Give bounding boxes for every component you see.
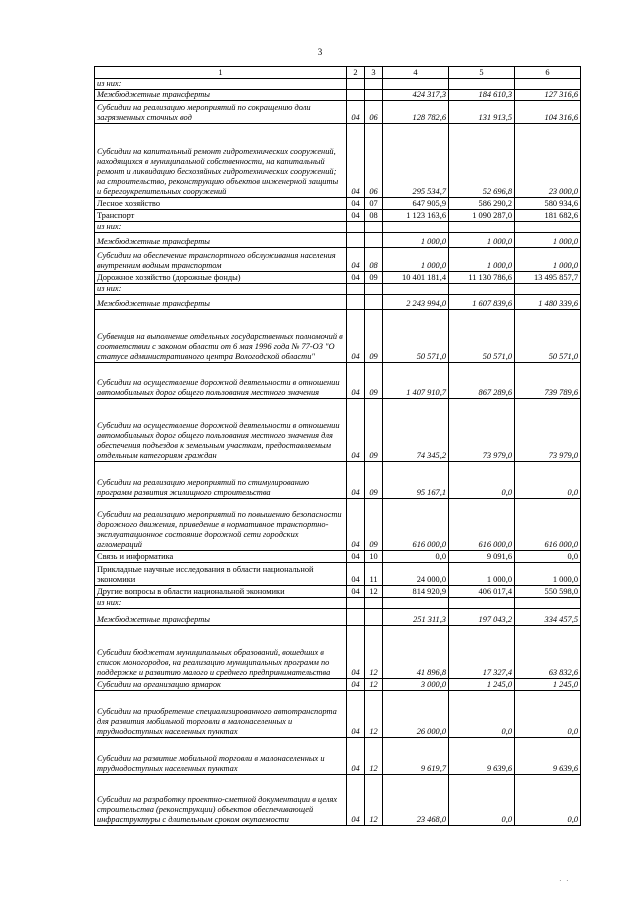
row-value-cell: 424 317,3 <box>383 90 449 101</box>
row-code-cell: 04 <box>347 499 365 551</box>
table-row <box>95 295 581 310</box>
row-code-cell <box>365 295 383 310</box>
row-code-cell <box>347 90 365 101</box>
row-name-cell: Межбюджетные трансферты <box>95 295 347 310</box>
row-value-cell: 9 639,6 <box>515 738 581 775</box>
budget-table <box>94 66 581 826</box>
row-name-cell: Лесное хозяйство <box>95 198 347 210</box>
row-code-cell: 07 <box>365 198 383 210</box>
row-value-cell: 1 407 910,7 <box>383 363 449 399</box>
row-value-cell <box>449 79 515 90</box>
row-name-cell: из них: <box>95 222 347 233</box>
table-header-row <box>95 67 581 79</box>
table-row <box>95 775 581 826</box>
row-code-cell: 04 <box>347 198 365 210</box>
table-row <box>95 586 581 598</box>
row-value-cell: 184 610,3 <box>449 90 515 101</box>
row-code-cell: 04 <box>347 563 365 586</box>
row-name-cell: Межбюджетные трансферты <box>95 90 347 101</box>
row-code-cell: 04 <box>347 586 365 598</box>
header-cell: 6 <box>515 67 581 79</box>
row-code-cell <box>365 598 383 609</box>
row-value-cell: 1 000,0 <box>515 248 581 272</box>
row-value-cell: 17 327,4 <box>449 626 515 679</box>
row-name-cell: Субсидии на приобретение специализированного автотранспорта для развития мобильной торговли в малонаселенных и труднодоступных населенных пунктах <box>95 691 347 738</box>
row-code-cell: 09 <box>365 310 383 363</box>
row-code-cell: 12 <box>365 691 383 738</box>
table-row <box>95 79 581 90</box>
header-cell: 2 <box>347 67 365 79</box>
table-row <box>95 563 581 586</box>
row-code-cell: 04 <box>347 679 365 691</box>
row-value-cell: 24 000,0 <box>383 563 449 586</box>
row-value-cell: 95 167,1 <box>383 462 449 499</box>
row-code-cell <box>365 609 383 626</box>
row-value-cell <box>515 222 581 233</box>
scan-mark: . . <box>559 877 570 883</box>
row-value-cell: 616 000,0 <box>515 499 581 551</box>
row-code-cell: 04 <box>347 272 365 284</box>
row-name-cell: Межбюджетные трансферты <box>95 233 347 248</box>
table-row <box>95 124 581 198</box>
row-value-cell: 0,0 <box>449 462 515 499</box>
row-value-cell: 1 000,0 <box>515 233 581 248</box>
row-value-cell: 1 000,0 <box>449 248 515 272</box>
row-code-cell: 04 <box>347 399 365 462</box>
row-value-cell: 0,0 <box>383 551 449 563</box>
row-value-cell: 128 782,6 <box>383 101 449 124</box>
row-value-cell: 73 979,0 <box>449 399 515 462</box>
row-name-cell: Субсидии на организацию ярмарок <box>95 679 347 691</box>
table-row <box>95 222 581 233</box>
row-value-cell: 1 000,0 <box>383 233 449 248</box>
row-value-cell: 0,0 <box>515 551 581 563</box>
row-code-cell <box>347 222 365 233</box>
row-value-cell: 1 000,0 <box>515 563 581 586</box>
row-value-cell: 586 290,2 <box>449 198 515 210</box>
row-code-cell: 04 <box>347 462 365 499</box>
row-name-cell: Другие вопросы в области национальной экономики <box>95 586 347 598</box>
row-name-cell: Субсидии бюджетам муниципальных образований, вошедших в список моногородов, на реализацию муниципальных программ по поддержке и развитию малого и среднего предпринимательства <box>95 626 347 679</box>
row-name-cell: из них: <box>95 284 347 295</box>
row-value-cell: 181 682,6 <box>515 210 581 222</box>
row-code-cell: 04 <box>347 775 365 826</box>
row-value-cell: 0,0 <box>515 691 581 738</box>
table-row <box>95 462 581 499</box>
row-code-cell: 04 <box>347 101 365 124</box>
row-value-cell <box>383 222 449 233</box>
row-code-cell: 10 <box>365 551 383 563</box>
row-value-cell: 1 000,0 <box>383 248 449 272</box>
row-value-cell: 52 696,8 <box>449 124 515 198</box>
row-value-cell <box>449 222 515 233</box>
row-name-cell: Субсидии на капитальный ремонт гидротехнических сооружений, находящихся в муниципальной собственности, на капитальный ремонт и ликвидацию бесхозяйных гидротехнических сооружений; на строительство, реконструкцию объектов инженерной защиты и берегоукрепительных сооружений <box>95 124 347 198</box>
row-value-cell: 131 913,5 <box>449 101 515 124</box>
row-code-cell: 12 <box>365 775 383 826</box>
table-row <box>95 233 581 248</box>
row-name-cell: Субсидии на развитие мобильной торговли в малонаселенных и труднодоступных населенных пунктах <box>95 738 347 775</box>
row-value-cell: 295 534,7 <box>383 124 449 198</box>
table-row <box>95 626 581 679</box>
row-code-cell: 09 <box>365 363 383 399</box>
row-code-cell: 04 <box>347 738 365 775</box>
row-value-cell: 50 571,0 <box>383 310 449 363</box>
table-row <box>95 598 581 609</box>
row-value-cell: 616 000,0 <box>449 499 515 551</box>
table-row <box>95 284 581 295</box>
row-value-cell: 127 316,6 <box>515 90 581 101</box>
table-row <box>95 679 581 691</box>
row-value-cell <box>515 598 581 609</box>
row-value-cell: 0,0 <box>449 775 515 826</box>
row-code-cell: 11 <box>365 563 383 586</box>
row-value-cell <box>383 79 449 90</box>
row-name-cell: Дорожное хозяйство (дорожные фонды) <box>95 272 347 284</box>
row-value-cell: 1 123 163,6 <box>383 210 449 222</box>
row-value-cell: 23 468,0 <box>383 775 449 826</box>
row-code-cell: 12 <box>365 626 383 679</box>
row-code-cell: 04 <box>347 363 365 399</box>
table-row <box>95 738 581 775</box>
row-name-cell: Субсидии на разработку проектно-сметной документации в целях строительства (реконструкции) объектов обеспечивающей инфраструктуры с длительным сроком окупаемости <box>95 775 347 826</box>
row-code-cell <box>347 233 365 248</box>
row-name-cell: из них: <box>95 79 347 90</box>
row-value-cell: 814 920,9 <box>383 586 449 598</box>
row-name-cell: Субсидии на обеспечение транспортного обслуживания населения внутренним водным транспортом <box>95 248 347 272</box>
header-cell: 1 <box>95 67 347 79</box>
row-code-cell: 04 <box>347 210 365 222</box>
row-value-cell: 41 896,8 <box>383 626 449 679</box>
row-value-cell: 867 289,6 <box>449 363 515 399</box>
table-row <box>95 609 581 626</box>
row-value-cell <box>383 598 449 609</box>
row-name-cell: Субсидии на осуществление дорожной деятельности в отношении автомобильных дорог общего пользования местного значения для обеспечения подъездов к земельным участкам, предоставляемым отдельным категориям граждан <box>95 399 347 462</box>
row-name-cell: Транспорт <box>95 210 347 222</box>
row-code-cell: 06 <box>365 124 383 198</box>
row-value-cell: 63 832,6 <box>515 626 581 679</box>
row-value-cell <box>515 284 581 295</box>
row-value-cell: 1 000,0 <box>449 233 515 248</box>
row-value-cell: 0,0 <box>449 691 515 738</box>
row-value-cell: 406 017,4 <box>449 586 515 598</box>
row-value-cell: 9 091,6 <box>449 551 515 563</box>
row-value-cell: 3 000,0 <box>383 679 449 691</box>
row-value-cell: 1 480 339,6 <box>515 295 581 310</box>
row-value-cell: 1 245,0 <box>449 679 515 691</box>
row-code-cell: 12 <box>365 679 383 691</box>
row-value-cell: 1 090 287,0 <box>449 210 515 222</box>
row-value-cell: 10 401 181,4 <box>383 272 449 284</box>
table-row <box>95 90 581 101</box>
row-value-cell: 616 000,0 <box>383 499 449 551</box>
row-value-cell: 1 000,0 <box>449 563 515 586</box>
row-value-cell: 50 571,0 <box>515 310 581 363</box>
row-value-cell: 9 639,6 <box>449 738 515 775</box>
row-code-cell: 04 <box>347 124 365 198</box>
header-cell: 4 <box>383 67 449 79</box>
header-cell: 5 <box>449 67 515 79</box>
row-code-cell <box>365 222 383 233</box>
row-value-cell <box>449 284 515 295</box>
row-code-cell <box>347 609 365 626</box>
table-row <box>95 363 581 399</box>
row-code-cell: 08 <box>365 248 383 272</box>
row-code-cell: 12 <box>365 586 383 598</box>
row-code-cell: 04 <box>347 691 365 738</box>
table-row <box>95 691 581 738</box>
row-value-cell: 1 607 839,6 <box>449 295 515 310</box>
table-row <box>95 499 581 551</box>
row-value-cell: 9 619,7 <box>383 738 449 775</box>
row-value-cell: 334 457,5 <box>515 609 581 626</box>
row-code-cell <box>365 90 383 101</box>
row-code-cell <box>347 295 365 310</box>
row-value-cell <box>383 284 449 295</box>
row-name-cell: Субсидии на реализацию мероприятий по стимулированию программ развития жилищного строительства <box>95 462 347 499</box>
row-code-cell <box>347 598 365 609</box>
row-name-cell: Прикладные научные исследования в области национальной экономики <box>95 563 347 586</box>
row-code-cell: 04 <box>347 248 365 272</box>
row-value-cell: 23 000,0 <box>515 124 581 198</box>
row-name-cell: Связь и информатика <box>95 551 347 563</box>
row-value-cell: 0,0 <box>515 462 581 499</box>
row-name-cell: Субвенция на выполнение отдельных государственных полномочий в соответствии с законом области от 6 мая 1996 года № 77-ОЗ "О статусе административного центра Вологодской области" <box>95 310 347 363</box>
table-row <box>95 210 581 222</box>
row-code-cell <box>347 79 365 90</box>
row-code-cell: 04 <box>347 551 365 563</box>
table-row <box>95 248 581 272</box>
header-cell: 3 <box>365 67 383 79</box>
row-code-cell: 04 <box>347 310 365 363</box>
row-value-cell: 2 243 994,0 <box>383 295 449 310</box>
row-value-cell: 1 245,0 <box>515 679 581 691</box>
row-code-cell: 06 <box>365 101 383 124</box>
row-code-cell: 09 <box>365 399 383 462</box>
table-row <box>95 198 581 210</box>
row-value-cell: 0,0 <box>515 775 581 826</box>
row-name-cell: Субсидии на осуществление дорожной деятельности в отношении автомобильных дорог общего пользования местного значения <box>95 363 347 399</box>
table-row <box>95 272 581 284</box>
table-row <box>95 101 581 124</box>
row-value-cell: 50 571,0 <box>449 310 515 363</box>
row-code-cell: 09 <box>365 272 383 284</box>
row-name-cell: Межбюджетные трансферты <box>95 609 347 626</box>
row-code-cell <box>365 284 383 295</box>
table-row <box>95 551 581 563</box>
row-code-cell <box>347 284 365 295</box>
row-code-cell: 12 <box>365 738 383 775</box>
row-code-cell: 08 <box>365 210 383 222</box>
row-value-cell: 550 598,0 <box>515 586 581 598</box>
table-row <box>95 310 581 363</box>
table-row <box>95 399 581 462</box>
row-value-cell: 739 789,6 <box>515 363 581 399</box>
row-value-cell: 580 934,6 <box>515 198 581 210</box>
row-code-cell: 09 <box>365 462 383 499</box>
row-code-cell: 04 <box>347 626 365 679</box>
row-value-cell: 251 311,3 <box>383 609 449 626</box>
row-code-cell <box>365 79 383 90</box>
row-name-cell: Субсидии на реализацию мероприятий по сокращению доли загрязненных сточных вод <box>95 101 347 124</box>
row-name-cell: Субсидии на реализацию мероприятий по повышению безопасности дорожного движения, приведение в нормативное транспортно-эксплуатационное состояние дорожной сети городских агломераций <box>95 499 347 551</box>
row-value-cell: 73 979,0 <box>515 399 581 462</box>
row-value-cell: 647 905,9 <box>383 198 449 210</box>
row-value-cell: 74 345,2 <box>383 399 449 462</box>
row-value-cell: 11 130 786,6 <box>449 272 515 284</box>
row-value-cell <box>515 79 581 90</box>
row-value-cell <box>449 598 515 609</box>
row-name-cell: из них: <box>95 598 347 609</box>
page-number: 3 <box>317 47 323 57</box>
row-code-cell: 09 <box>365 499 383 551</box>
row-value-cell: 104 316,6 <box>515 101 581 124</box>
row-value-cell: 13 495 857,7 <box>515 272 581 284</box>
row-value-cell: 26 000,0 <box>383 691 449 738</box>
row-code-cell <box>365 233 383 248</box>
row-value-cell: 197 043,2 <box>449 609 515 626</box>
